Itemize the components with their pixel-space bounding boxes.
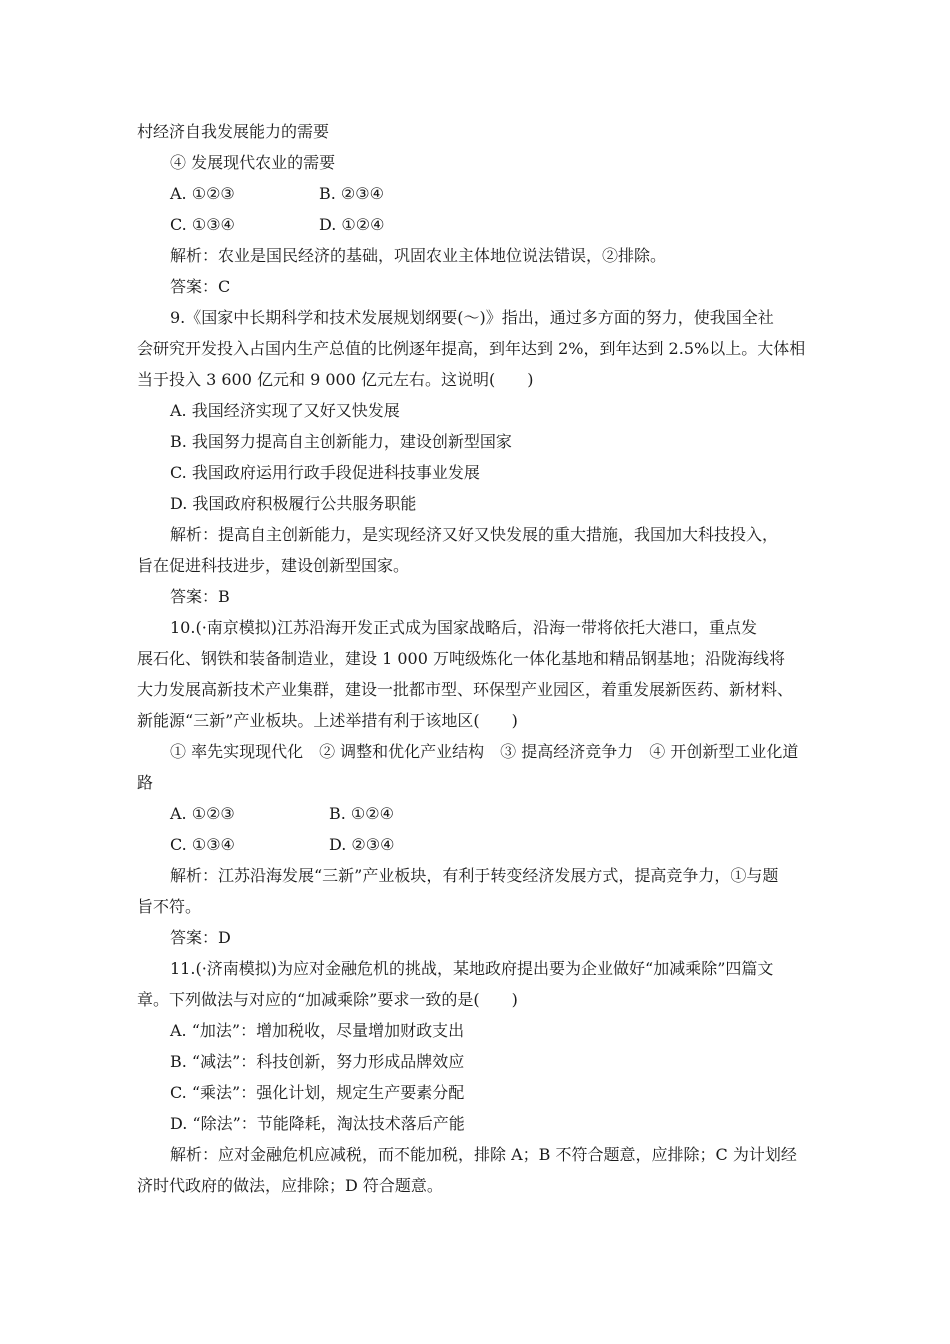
analysis-line: 旨不符。 (137, 897, 202, 916)
question-9-line: 当于投入 3 600 亿元和 9 000 亿元左右。这说明( ) (137, 370, 534, 389)
analysis-line: 济时代政府的做法，应排除；D 符合题意。 (137, 1176, 443, 1195)
choice-b: B. ②③④ (319, 184, 384, 203)
answer-line: 答案：D (170, 928, 231, 947)
option-line: 路 (137, 773, 154, 792)
analysis-line: 解析：应对金融危机应减税，而不能加税，排除 A；B 不符合题意，应排除；C 为计划经 (170, 1145, 797, 1164)
choice-b: B. 我国努力提高自主创新能力，建设创新型国家 (170, 432, 512, 451)
choice-a: A. ①②③ (170, 184, 235, 203)
choice-d: D. ①②④ (319, 215, 385, 234)
choice-a: A. “加法”：增加税收，尽量增加财政支出 (170, 1021, 465, 1040)
question-9-line: 会研究开发投入占国内生产总值的比例逐年提高，到年达到 2%，到年达到 2.5%以上。大体相 (137, 339, 806, 358)
choice-d: D. 我国政府积极履行公共服务职能 (170, 494, 417, 513)
question-10-line: 大力发展高新技术产业集群，建设一批都市型、环保型产业园区，着重发展新医药、新材料、 (137, 680, 794, 699)
question-10-line: 展石化、钢铁和装备制造业，建设 1 000 万吨级炼化一体化基地和精品钢基地；沿陇海线将 (137, 649, 785, 668)
choice-a: A. 我国经济实现了又好又快发展 (170, 401, 400, 420)
question-9-line: 9.《国家中长期科学和技术发展规划纲要(～)》指出，通过多方面的努力，使我国全社 (170, 308, 774, 327)
option-line: ④ 发展现代农业的需要 (170, 153, 336, 172)
question-11-line: 11.(·济南模拟)为应对金融危机的挑战，某地政府提出要为企业做好“加减乘除”四篇文 (170, 959, 774, 978)
question-10-line: 10.(·南京模拟)江苏沿海开发正式成为国家战略后，沿海一带将依托大港口，重点发 (170, 618, 758, 637)
analysis-line: 解析：提高自主创新能力，是实现经济又好又快发展的重大措施，我国加大科技投入， (170, 525, 779, 544)
choice-a: A. ①②③ (170, 804, 235, 823)
choice-d: D. “除法”：节能降耗，淘汰技术落后产能 (170, 1114, 465, 1133)
text-line: 村经济自我发展能力的需要 (137, 122, 330, 141)
choice-b: B. “减法”：科技创新，努力形成品牌效应 (170, 1052, 465, 1071)
option-line: ① 率先实现现代化 ② 调整和优化产业结构 ③ 提高经济竞争力 ④ 开创新型工业化道 (170, 742, 799, 761)
analysis-line: 旨在促进科技进步，建设创新型国家。 (137, 556, 410, 575)
question-11-line: 章。下列做法与对应的“加减乘除”要求一致的是( ) (137, 990, 518, 1009)
analysis-line: 解析：江苏沿海发展“三新”产业板块，有利于转变经济发展方式，提高竞争力，①与题 (170, 866, 779, 885)
choice-d: D. ②③④ (329, 835, 395, 854)
answer-line: 答案：B (170, 587, 230, 606)
choice-c: C. 我国政府运用行政手段促进科技事业发展 (170, 463, 480, 482)
choice-b: B. ①②④ (329, 804, 394, 823)
answer-line: 答案：C (170, 277, 231, 296)
choice-c: C. ①③④ (170, 215, 235, 234)
choice-c: C. “乘法”：强化计划，规定生产要素分配 (170, 1083, 465, 1102)
analysis-line: 解析：农业是国民经济的基础，巩固农业主体地位说法错误，②排除。 (170, 246, 667, 265)
question-10-line: 新能源“三新”产业板块。上述举措有利于该地区( ) (137, 711, 518, 730)
choice-c: C. ①③④ (170, 835, 235, 854)
